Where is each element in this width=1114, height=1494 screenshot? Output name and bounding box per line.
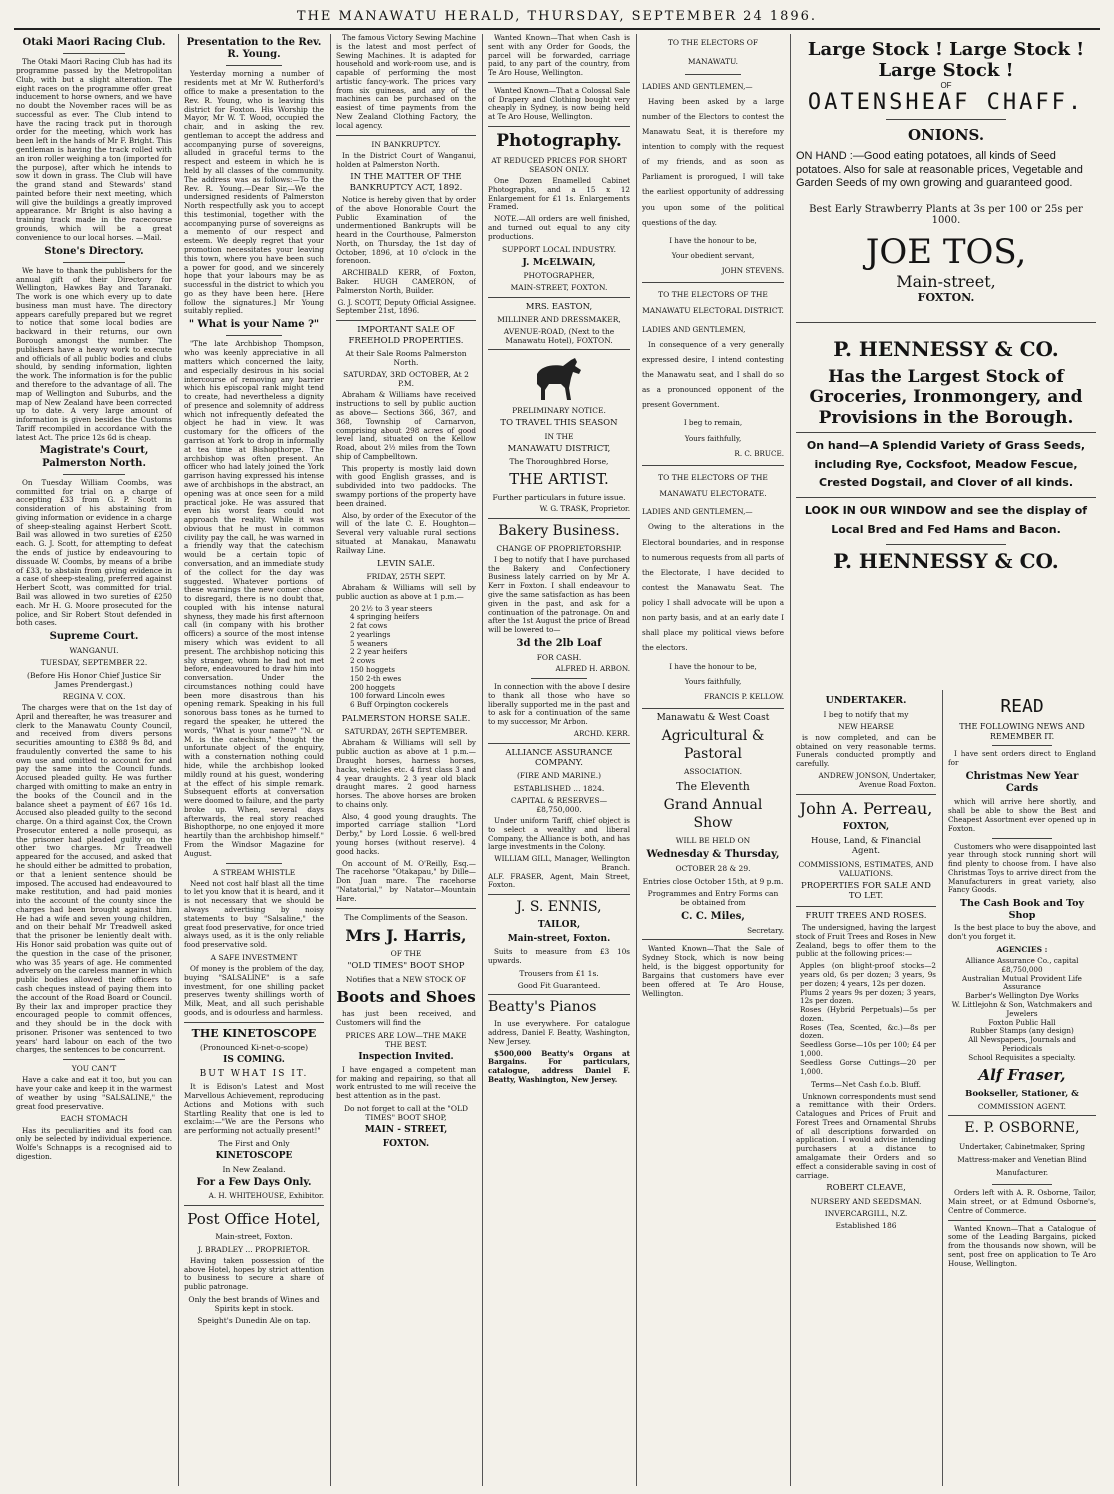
kinetoscope-first: The First and Only	[218, 1138, 290, 1148]
show-programmes: Programmes and Entry Forms can be obtained from	[647, 888, 779, 908]
show-secretary: C. C. Miles,	[681, 910, 745, 922]
kinetoscope-name: KINETOSCOPE	[215, 1151, 293, 1162]
photo-title: Photography.	[496, 131, 622, 152]
show-assoc: Manawatu & West Coast	[656, 712, 770, 723]
column-rule	[178, 34, 179, 1486]
ad-text: I have sent orders direct to England for	[948, 749, 1096, 768]
divider	[992, 838, 1051, 839]
elector-greet: LADIES AND GENTLEMEN,	[642, 324, 746, 334]
divider	[488, 126, 630, 127]
alliance-gill: WILLIAM GILL, Manager, Wellington Branch.	[494, 854, 630, 872]
list-item: Roses (Tea, Scented, &c.)—8s per dozen.	[800, 1022, 936, 1041]
price-list	[800, 962, 936, 1076]
column-rule	[330, 34, 331, 1486]
column-8	[948, 692, 1096, 1486]
elector-yours: Yours faithfully,	[684, 676, 742, 686]
kinetoscope-pron: (Pronounced Ki-net-o-scope)	[199, 1043, 309, 1053]
perreau-agent: House, Land, & Financial Agent.	[811, 836, 921, 857]
hennessy-seeds: On hand—A Splendid Variety of Grass Seeds, including Rye, Cocksfoot, Meadow Fescue, Crested Dogstail, and Clover of all kinds.	[806, 439, 1086, 490]
ad-text: Wanted Known—That when Cash is sent with any Order for Goods, the parcel will be forwarded, carriage paid, to any part of the country, from Te Aro House, Wellington.	[488, 34, 630, 78]
preliminary-notice: PRELIMINARY NOTICE.	[512, 406, 606, 416]
column-rule	[482, 34, 483, 1486]
column-rule	[942, 690, 943, 1486]
read-title: READ	[1000, 696, 1044, 717]
artist: THE ARTIST.	[509, 470, 609, 489]
sale-date: SATURDAY, 26TH SEPTEMBER.	[344, 727, 468, 737]
show-dates: OCTOBER 28 & 29.	[675, 864, 751, 874]
ennis-name: J. S. ENNIS,	[516, 899, 602, 916]
elector-yours: Yours faithfully,	[684, 433, 742, 443]
ad-text: is now completed, and can be obtained on very reasonable terms. Funerals conducted promptly and carefully.	[796, 732, 936, 769]
divider	[531, 678, 588, 679]
tos-street: Main-street,	[896, 271, 996, 291]
fruit-title: FRUIT TREES AND ROSES.	[805, 910, 927, 921]
divider	[796, 906, 936, 907]
sale-rooms: At their Sale Rooms Palmerston North.	[345, 348, 467, 368]
ad-text: Orders left with A. R. Osborne, Tailor, Main street, or at Edmund Osborne's, Centre of Commerce.	[948, 1188, 1096, 1215]
list-item: Foxton Public Hall	[988, 1017, 1056, 1027]
divider	[488, 82, 630, 83]
bakery-title: Bakery Business.	[498, 522, 620, 539]
article-title: " What is your Name ?"	[188, 319, 320, 331]
bakery-change: CHANGE OF PROPRIETORSHIP.	[496, 543, 622, 553]
divider	[226, 863, 282, 864]
fruit-nursery: NURSERY AND SEEDSMAN.	[810, 1196, 922, 1206]
list-item: 2 yearlings	[350, 629, 391, 639]
fruit-place: INVERCARGILL, N.Z.	[824, 1208, 908, 1218]
list-item: W. Littlejohn & Son, Watchmakers and Jewelers	[951, 999, 1093, 1018]
kinetoscope-exhibitor: A. H. WHITEHOUSE, Exhibitor.	[208, 1191, 324, 1201]
hennessy-has: Has the Largest Stock of Groceries, Ironmongery, and Provisions in the Borough.	[809, 366, 1083, 428]
list-item: 2 2 year heifers	[350, 647, 408, 657]
ennis-addr: Main-street, Foxton.	[507, 934, 611, 945]
ad-text: Suits to measure from £3 10s upwards.	[488, 947, 630, 966]
on-hand: ON HAND :—Good eating potatoes, all kinds of Seed potatoes. Also for sale at reasonable prices, Vegetable and Garden Seeds of my own growing and guaranteed good.	[796, 150, 1083, 189]
list-item: 2 fat cows	[350, 621, 388, 631]
easton-name: MRS. EASTON,	[525, 301, 593, 312]
osborne-name: E. P. OSBORNE,	[964, 1120, 1080, 1137]
stock-list	[350, 605, 476, 710]
ad-text: NOTE.—All orders are well finished, and turned out equal to any city productions.	[488, 214, 630, 241]
divider	[948, 1220, 1096, 1221]
divider	[63, 53, 125, 54]
alliance-fraser: ALF. FRASER, Agent, Main Street, Foxton.	[488, 871, 630, 890]
column-1	[16, 34, 172, 1486]
further: Further particulars in future issue.	[492, 492, 626, 502]
osborne-job: Undertaker, Cabinetmaker, Spring Mattress-maker and Venetian Blind Manufacturer.	[957, 1142, 1087, 1178]
large-stock: Large Stock ! Large Stock ! Large Stock !	[807, 39, 1085, 81]
list-item: 150 2-th ewes	[350, 673, 402, 683]
ad-text: The undersigned, having the largest stock of Fruit Trees and Roses in New Zealand, begs to offer them to the public at the following prices:—	[796, 923, 936, 959]
harris-prices: PRICES ARE LOW—THE MAKE THE BEST.	[345, 1030, 467, 1049]
show-assoc: ASSOCIATION.	[684, 767, 742, 777]
divider	[488, 743, 630, 744]
column-5	[642, 34, 784, 1486]
sale-title: PALMERSTON HORSE SALE.	[341, 713, 471, 724]
thoroughbred: The Thoroughbred Horse,	[509, 457, 609, 467]
divider	[488, 994, 630, 995]
district: MANAWATU DISTRICT,	[507, 443, 611, 454]
ennis-trousers: Trousers from £1 1s.	[519, 968, 599, 978]
notice-title: IN THE MATTER OF THE BANKRUPTCY ACT, 1892.	[349, 172, 463, 193]
elector-honour: I have the honour to be,	[669, 661, 757, 671]
divider	[336, 135, 476, 136]
ad-text: has just been received, and Customers will find the	[336, 1009, 476, 1027]
harris-boots: Boots and Shoes	[336, 987, 476, 1006]
elector-remain: I beg to remain,	[683, 418, 743, 428]
ad-text: Wanted Known—That the Sale of Sydney Stock, which is now being held, is the biggest opportunity for Bargains that customers have ever been offered at Te Aro House, Wellington.	[642, 944, 784, 999]
elector-sig: R. C. BRUCE.	[734, 448, 784, 458]
elector-servant: Your obedient servant,	[671, 250, 755, 260]
kinetoscope-what: BUT WHAT IS IT.	[199, 1069, 309, 1080]
list-item: Australian Mutual Provident Life Assurance	[962, 973, 1082, 992]
harris-inspection: Inspection Invited.	[358, 1051, 454, 1062]
hotel-wines: Only the best brands of Wines and Spirits kept in stock.	[188, 1294, 320, 1313]
court-date: TUESDAY, SEPTEMBER 22.	[40, 658, 148, 668]
sale-text: Also, by order of the Executor of the will of the late C. E. Houghton— Several very valuable rural sections situated at Manakau, Manawatu Railway Line.	[336, 510, 476, 555]
notice-text: In the District Court of Wanganui, holden at Palmerston North.	[336, 150, 476, 169]
divider	[992, 1184, 1051, 1185]
travel: TO TRAVEL THIS SEASON	[500, 418, 618, 429]
divider	[63, 1059, 125, 1060]
ad-title: YOU CAN'T	[71, 1064, 117, 1074]
divider	[226, 335, 282, 336]
list-item: Plums 2 years 9s per dozen; 3 years, 12s per dozen.	[800, 987, 936, 1006]
notice-text: Notice is hereby given that by order of the above Honorable Court the Public Examination of the undermentioned Bankrupts will be heard in the Courthouse, Palmerston North, on Thursday, the 1st day of October, 1896, at 10 o'clock in the forenoon.	[336, 195, 476, 266]
ad-text: Wanted Known—That a Colossal Sale of Drapery and Clothing bought very cheaply in Sydney, is now being held at Te Aro House, Wellington.	[488, 85, 630, 122]
hotel-name: Post Office Hotel,	[187, 1210, 321, 1229]
divider	[63, 474, 125, 475]
column-2	[184, 34, 324, 1486]
sale-text: Abraham & Williams will sell by public auction as above at 1 p.m.— Draught horses, harness horses, hacks, vehicles etc. 4 first class 3 and 4 year draughts. 2 3 year old black draught mares. 2 good harness horses. The above horses are broken to chains only.	[336, 738, 476, 809]
kinetoscope-days: For a Few Days Only.	[196, 1177, 312, 1189]
perreau-let: PROPERTIES FOR SALE AND TO LET.	[801, 881, 931, 902]
show-days: Wednesday & Thursday,	[646, 848, 780, 860]
divider	[642, 708, 784, 709]
alliance-est: ESTABLISHED ... 1824.	[513, 783, 605, 793]
notice-title: IN BANKRUPTCY.	[371, 139, 441, 149]
xmas-cards: Christmas New Year Cards	[965, 771, 1079, 795]
perreau-foxton: FOXTON,	[842, 822, 890, 833]
undertaker-hearse: NEW HEARSE	[838, 721, 894, 731]
harris-foxton: FOXTON.	[382, 1139, 430, 1150]
article-title: Magistrate's Court, Palmerston North.	[39, 445, 149, 469]
fraser-comm: COMMISSION AGENT.	[977, 1102, 1067, 1112]
list-item: Rubber Stamps (any design)	[970, 1026, 1074, 1036]
alf-fraser: Alf Fraser,	[978, 1066, 1066, 1085]
article-text: The charges were that on the 1st day of April and thereafter, he was treasurer and clerk to the Manawatu County Council, and received from divers persons securities amounting to £388 9s 8d, and fraudulently converted the same to his own use and omitted to account for and pay the same into the Council funds. Accused pleaded guilty. He was further charged with omitting to make an entry in the books of the Council and in the balance sheet a payment of £67 16s 1d. Accused also pleaded guilty to the second charge. On a third against Cox, the Crown Prosecutor entered a nolle prosequi, as the prisoner had pleaded guilty on the other two charges. Mr Treadwell appeared for the accused, and asked that he should either be admitted to probation, or that a lenient sentence should be imposed. The accused had endeavoured to make restitution, and had paid monies into the account of the county since the charges had been brought against him. He had a wife and seven young children, and on their behalf Mr Treadwell asked that the prisoner be leniently dealt with. His Honor said probation was quite out of the question in the case of the prisoner, who was 35 years of age. He commented adversely on the careless manner in which public bodies allowed their officers to cash cheques instead of paying them into the account of the Road Board or Council. By their lax and improper practice they encouraged people to commit offences, and they should be in the dock with prisoner. Prisoner was sentenced to two years' hard labour on each of the two charges, the sentences to be concurrent.	[16, 702, 172, 1055]
ad-text: I beg to notify that I have purchased the Bakery and Confectionery Business lately carried on by Mr A. Kerr in Foxton. I shall endeavour to give the same satisfaction as has been given in the past, and ask for a continuation of the patronage. On and after the 1st August the price of Bread will be lowered to—	[488, 554, 630, 635]
sale-date: SATURDAY, 3RD OCTOBER, At 2 P.M.	[343, 370, 469, 389]
easton-job: MILLINER AND DRESSMAKER,	[497, 314, 621, 324]
divider	[796, 432, 1096, 433]
ad-title: A STREAM WHISTLE	[212, 867, 296, 877]
list-item: 20 2½ to 3 year steers	[350, 603, 433, 613]
show-held: WILL BE HELD ON	[675, 836, 751, 846]
harris-notifies: Notifies that a NEW STOCK OF	[345, 974, 467, 984]
joe-tos: JOE TOS,	[865, 231, 1027, 272]
notice-date: September 21st, 1896.	[336, 306, 420, 316]
photo-support: SUPPORT LOCAL INDUSTRY.	[501, 244, 617, 254]
divider	[796, 497, 1096, 498]
ad-text: Need not cost half blast all the time to let you know that it is heard, and it is not necessary that we should be always advertising by noisy statements to buy "Salsaline," the great food preservative, for once tried always used, as it is the only reliable food preservative sold.	[184, 878, 324, 950]
strawberry: Best Early Strawberry Plants at 3s per 100 or 25s per 1000.	[809, 203, 1083, 226]
show-grand: Grand Annual Show	[663, 797, 763, 831]
divider	[796, 322, 1096, 323]
show-assoc: Agricultural & Pastoral	[661, 728, 765, 762]
photo-addr: MAIN-STREET, FOXTON.	[510, 283, 608, 293]
show-eleventh: The Eleventh	[676, 779, 750, 793]
kerr-sig: ARCHD. KERR.	[573, 728, 630, 738]
fruit-terms: Terms—Net Cash f.o.b. Bluff.	[811, 1080, 921, 1090]
onions: ONIONS.	[907, 126, 985, 145]
fruit-est: Established 186	[835, 1220, 897, 1230]
hennessy: P. HENNESSY & CO.	[833, 548, 1059, 573]
undertaker-title: UNDERTAKER.	[825, 695, 907, 706]
harris-shop: "OLD TIMES" BOOT SHOP	[347, 961, 465, 972]
column-7	[796, 692, 936, 1486]
wide-ad-block	[796, 40, 1096, 690]
bakery-loaf: 3d the 2lb Loaf	[516, 637, 602, 649]
undertaker-beg: I beg to notify that my	[823, 709, 909, 719]
divider	[488, 297, 630, 298]
list-item: All Newspapers, Journals and Periodicals	[968, 1035, 1076, 1053]
agencies-list	[948, 957, 1096, 1062]
sale-title: LEVIN SALE.	[377, 558, 435, 569]
chaff: OATENSHEAF CHAFF.	[807, 90, 1085, 116]
ennis-fit: Good Fit Guaranteed.	[517, 980, 601, 990]
list-item: 6 Buff Orpington cockerels	[350, 700, 449, 710]
elector-greet: LADIES AND GENTLEMEN,—	[642, 507, 753, 517]
divider	[886, 544, 1006, 545]
photo-job: PHOTOGRAPHER,	[523, 271, 595, 281]
column-4	[488, 34, 630, 1486]
divider	[642, 939, 784, 940]
perreau-name: John A. Perreau,	[799, 798, 933, 818]
hennessy-window: LOOK IN OUR WINDOW and see the display of Local Bred and Fed Hams and Bacon.	[804, 504, 1088, 536]
stock-of: OF	[940, 81, 952, 91]
divider	[488, 518, 630, 519]
sale-text: Abraham & Williams will sell by public auction as above at 1 p.m.—	[336, 583, 476, 601]
alliance-sub: (FIRE AND MARINE.)	[516, 771, 602, 781]
divider	[488, 349, 630, 350]
ad-title: EACH STOMACH	[60, 1114, 128, 1124]
hennessy: P. HENNESSY & CO.	[833, 336, 1059, 361]
notice-signature: G. J. SCOTT, Deputy Official Assignee.	[337, 297, 476, 307]
trask: W. G. TRASK, Proprietor.	[539, 503, 630, 513]
elector-sig: FRANCIS P. KELLOW.	[704, 691, 784, 701]
harris-of: OF THE	[390, 949, 422, 959]
hotel-proprietor: J. BRADLEY ... PROPRIETOR.	[197, 1244, 311, 1254]
masthead: THE MANAWATU HERALD, THURSDAY, SEPTEMBER 24 1896.	[14, 6, 1100, 30]
elector-text: Having been asked by a large number of the Electors to contest the Manawatu Seat, it is therefore my intention to comply with the request of my friends, and as soon as Parliament is prorogued, I will take the earliest opportunity of addressing you upon some of the political questions of the day.	[642, 96, 784, 227]
divider	[886, 119, 1006, 120]
article-title: Supreme Court.	[49, 631, 139, 643]
elector-to: TO THE ELECTORS OF THE MANAWATU ELECTORATE.	[658, 472, 768, 498]
list-item: 100 forward Lincoln ewes	[350, 691, 445, 701]
ad-text: In connection with the above I desire to thank all those who have so liberally supported me in the past and to ask for a continuation of the same to my successor, Mr Arbon.	[488, 682, 630, 727]
ad-text: I have engaged a competent man for making and repairing, so that all work entrusted to me will receive the best attention as in the past.	[336, 1064, 476, 1101]
show-secretary-title: Secretary.	[747, 926, 784, 936]
list-item: 150 hoggets	[350, 665, 395, 675]
photo-name: J. McELWAIN,	[522, 256, 596, 268]
divider	[336, 320, 476, 321]
ad-text: which will arrive here shortly, and shall be able to show the Best and Cheapest Assortment ever opened up in Foxton.	[948, 797, 1096, 833]
ad-text: Under uniform Tariff, chief object is to select a wealthy and liberal Company, the Alliance is both, and has large investments in the Colony.	[488, 815, 630, 852]
list-item: Alliance Assurance Co., capital £8,750,000	[965, 956, 1079, 974]
ad-text: $500,000 Beatty's Organs at Bargains. For particulars, catalogue, address Daniel F. Beatty, Washington, New Jersey.	[488, 1048, 630, 1084]
alliance-title: ALLIANCE ASSURANCE COMPANY.	[505, 747, 613, 769]
elector-sig: JOHN STEVENS.	[721, 266, 784, 275]
bakery-cash: FOR CASH.	[536, 653, 582, 663]
in-the: IN THE	[544, 431, 574, 441]
kinetoscope-title: THE KINETOSCOPE	[191, 1026, 317, 1040]
article-title: Presentation to the Rev. R. Young.	[186, 37, 322, 61]
column-rule	[790, 34, 791, 1486]
elector-to: TO THE ELECTORS OF	[667, 38, 759, 47]
fruit-sig: ROBERT CLEAVE,	[826, 1183, 906, 1194]
article-text: We have to thank the publishers for the annual gift of their Directory for Wellington, Hawkes Bay and Taranaki. The work is one which every up to date business man must have. The directory appears carefully prepared but we regret to notice that some local bodies are backward in their returns, our own Borough amongst the number. The publishers have a heavy work to execute and officials of all public bodies and clubs should, by sending information, lighten the work. The information is for the public and therefore to the advantage of all. The map of Wellington and Suburbs, and the map of New Zealand have been corrected up to date. A very large amount of information is given besides the Customs Tariff recompiled in accordance with the latest Act. The price 12s 6d is cheap.	[16, 265, 172, 442]
divider	[948, 1115, 1096, 1116]
ad-title: A SAFE INVESTMENT	[210, 952, 298, 962]
divider	[642, 465, 784, 466]
divider	[685, 74, 742, 75]
ad-text: Of money is the problem of the day, buying "SALSALINE" is a safe investment, for one shilling packet preserves twenty shillings worth of Milk, Meat, and all such perishable goods, and is odourless and harmless.	[184, 964, 324, 1017]
article-title: Otaki Maori Racing Club.	[22, 37, 166, 48]
hotel-ale: Speight's Dunedin Ale on tap.	[197, 1316, 311, 1326]
beatty-title: Beatty's Pianos	[488, 999, 597, 1016]
divider	[642, 282, 784, 283]
list-item: 200 hoggets	[350, 682, 395, 692]
list-item: 2 cows	[350, 656, 376, 666]
list-item: 4 springing heifers	[350, 612, 420, 622]
bakery-sig: ALFRED H. ARBON.	[555, 664, 630, 674]
ad-text: Customers who were disappointed last year through stock running short will find plenty to choose from. I have also Christmas Toys to arrive direct from the Manufacturers in great variety, also Fancy Goods.	[948, 841, 1096, 895]
elector-text: In consequence of a very generally expressed desire, I intend contesting the Manawatu seat, and I shall do so as a pronounced opponent of the present Government.	[642, 339, 784, 410]
divider	[992, 745, 1051, 746]
court-judge: (Before His Honor Chief Justice Sir James Prendergast.)	[27, 670, 161, 689]
ad-text: Is the best place to buy the above, and don't you forget it.	[948, 923, 1096, 942]
sale-text: Abraham & Williams have received instructions to sell by public auction as above— Sections 366, 367, and 368, Township of Carnarvon, comprising about 298 acres of good level land, situated on the Kellow Road, about 2½ miles from the Town ship of Campbelltown.	[336, 390, 476, 461]
list-item: Apples (on blight-proof stocks—2 years old, 6s per dozen; 3 years, 9s per dozen; 4 years, 12s per dozen.	[800, 961, 936, 988]
photo-reduced: AT REDUCED PRICES FOR SHORT SEASON ONLY.	[491, 155, 627, 174]
cash-shop: The Cash Book and Toy Shop	[959, 898, 1085, 921]
alliance-capital: CAPITAL & RESERVES— £8,750,000.	[510, 795, 608, 814]
divider	[796, 794, 936, 795]
ad-text: Having taken possession of the above Hotel, hopes by strict attention to business to secure a share of public patronage.	[184, 1255, 324, 1292]
sale-text: On account of M. O'Reilly, Esq.— The racehorse "Otakapau," by Dille—Don Juan mare. The racehorse "Natatorial," by Natator—Mountain Hare.	[336, 858, 476, 903]
harris-main: MAIN - STREET,	[364, 1125, 448, 1136]
sale-date: FRIDAY, 25TH SEPT.	[366, 571, 446, 581]
agencies-title: AGENCIES :	[996, 944, 1048, 954]
list-item: Seedless Gorse—10s per 100; £4 per 1,000.	[800, 1040, 936, 1059]
ad-text: It is Edison's Latest and Most Marvellous Achievement, reproducing Actions and Motions with such Startling Reality that one is led to exclaim:—"We are the Persons who are performing not actually present!"	[184, 1082, 324, 1136]
ad-text: Unknown correspondents must send a remittance with their Orders. Catalogues and Prices of Fruit and Forest Trees and Ornamental Shrubs of all descriptions forwarded on application. I would advise intending purchasers at a distance to amalgamate their Orders and so effect a considerable saving in cost of carriage.	[796, 1091, 936, 1180]
list-item: Roses (Hybrid Perpetuals)—5s per dozen.	[800, 1005, 936, 1023]
article-text: "The late Archbishop Thompson, who was keenly appreciative in all matters which concerned the laity, and especially desirous in his social intercourse of removing any barrier which his episcopal rank might tend to create, had nevertheless a dignity of presence and solemnity of address which not infrequently defeated the object he had in view. It was customary for the officers of the garrison at York to drop in informally at tea time at Bishopthorpe. The archbishop was often present. An officer who had lately joined the York garrison having expressed his intense awe of archbishops in the abstract, an opening was at once seen for a mild practical joke. He was assured that even his worst fears could not approach the reality. While it was obvious that he must in common civility pay the call, he was warned in a friendly way that the catechism would be a certain topic of conversation, and an immediate study of the collect for the day was suggested. Whatever portions of these warnings the new comer chose to disregard, there is no doubt that, coupled with his intense natural shyness, they made his first afternoon call (in company with his brother officers) a source of the most intense misery which was evident to all present. The archbishop noticing this shy stranger, whom he had not met before, endeavoured to draw him into conversation. Under the circumstances nothing could have been more disastrous than his opening remark. Speaking in his full sonorous bass tones as he turned to regard the speaker, he uttered the words, "What is your name?" "N. or M. is the catechism," thought the unfortunate object of the enquiry, with a consternation nothing could hide, while the archbishop looked mildly round at his guest, wondering at the effect of his simple remark. Subsequent efforts at conversation were doomed to failure, and the party broke up. When, several days afterwards, the real story reached Bishopthorpe, no one enjoyed it more heartily than the archbishop himself." From the Windsor Magazine for August.	[184, 339, 324, 858]
hotel-street: Main-street, Foxton.	[215, 1232, 293, 1242]
ad-text: In use everywhere. For catalogue address, Daniel F. Beatty, Washington, New Jersey.	[488, 1019, 630, 1046]
kinetoscope-nz: In New Zealand.	[222, 1165, 286, 1175]
divider	[184, 1205, 324, 1206]
article-title: Stone's Directory.	[44, 245, 144, 257]
harris-forget: Do not forget to call at the "OLD TIMES" BOOT SHOP,	[343, 1104, 469, 1123]
ad-text: Has its peculiarities and its food can only be selected by individual experience. Wolfe's Schnapps is a recognised aid to digestion.	[16, 1125, 172, 1161]
column-rule	[636, 34, 637, 1486]
elector-text: Owing to the alterations in the Electoral boundaries, and in response to numerous requests from all parts of the Electorate, I have decided to contest the Manawatu Seat. The policy I shall advocate will be upon a non party basis, and at an early date I shall place my political views before the electors.	[642, 522, 784, 653]
notice-names: ARCHIBALD KERR, of Foxton, Baker. HUGH CAMERON, of Palmerston North, Builder.	[336, 268, 476, 295]
article-text: Yesterday morning a number of residents met at Mr W. Rutherford's office to make a presentation to the Rev. R. Young, who is leaving this district for Foxton. His Worship the Mayor, Mr W. T. Wood, occupied the chair, and in asking the rev. gentleman to accept the address and accompanying purse of sovereigns, alluded in graceful terms to the respect and esteem in which he is held by all classes of the community. The address was as follows:—To the Rev. R. Young.—Dear Sir,—We the undersigned residents of Palmerston North respectfully ask you to accept this testimonial, together with the accompanying purse of sovereigns as a memento of our respect and esteem. We deeply regret that your promotion necessitates your leaving this town, where you have been such a power for good, and we sincerely hope that your labours may be as successful in the district to which you go as they have been here. [Here follow the signatures.] Mr Young suitably replied.	[184, 69, 324, 316]
ad-text: Wanted Known—That a Catalogue of some of the Leading Bargains, picked from the thousands now shown, will be sent, post free on application to Te Aro House, Wellington.	[948, 1223, 1096, 1268]
list-item: 5 weaners	[350, 638, 388, 648]
elector-greet: LADIES AND GENTLEMEN,—	[642, 81, 753, 91]
undertaker-sig: ANDREW JONSON, Undertaker, Avenue Road Foxton.	[818, 770, 936, 789]
divider	[226, 65, 282, 66]
easton-addr: AVENUE-ROAD, (Next to the Manawatu Hotel), FOXTON.	[503, 327, 615, 346]
divider	[336, 908, 476, 909]
sale-text: This property is mostly laid down with good English grasses, and is subdivided into two paddocks. The swampy portions of the property have been drained.	[336, 463, 476, 508]
fraser-job: Bookseller, Stationer, &	[965, 1088, 1079, 1099]
ennis-job: TAILOR,	[537, 920, 581, 931]
compliments: The Compliments of the Season.	[344, 912, 468, 922]
elector-to: TO THE ELECTORS OF THE MANAWATU ELECTORAL DISTRICT.	[642, 290, 784, 315]
court-case: REGINA V. COX.	[62, 691, 126, 701]
kinetoscope-coming: IS COMING.	[223, 1055, 285, 1066]
harris-name: Mrs J. Harris,	[345, 925, 467, 945]
sale-title: IMPORTANT SALE OF FREEHOLD PROPERTIES.	[348, 325, 464, 346]
article-text: The Otaki Maori Racing Club has had its programme passed by the Metropolitan Club, with but a slight alteration. The eight races on the programme offer great inducement to horse owners, and we have no doubt the November races will be as successful as ever. The Club intend to have the racing track put in thorough order for the meeting, which work has been left in the hands of Mr F. Bright. This gentleman is having the track rolled with an iron roller weighing a ton (imported for the purpose), after which he intends to sow it down in grass. The Club will have the grand stand and Stewards' stand painted before their next meeting, which will give the buildings a greatly improved appearance. Mr Bright is also having a training track made in the racecourse grounds, which will be a great convenience to our local horses. —Mail.	[16, 57, 172, 242]
horse-icon	[529, 354, 589, 402]
court-place: WANGANUI.	[69, 646, 119, 656]
elector-honour: I have the honour to be,	[669, 235, 757, 245]
elector-place: MANAWATU.	[687, 56, 739, 66]
perreau-comm: COMMISSIONS, ESTIMATES, AND VALUATIONS.	[798, 859, 934, 878]
ad-text: Have a cake and eat it too, but you can have your cake and keep it in the warmest of weather by using "SALSALINE," the great food preservative.	[16, 1075, 172, 1111]
list-item: Barber's Wellington Dye Works	[965, 991, 1079, 1001]
read-follow: THE FOLLOWING NEWS AND REMEMBER IT.	[959, 721, 1085, 741]
column-3	[336, 34, 476, 1486]
list-item: Seedless Gorse Cuttings—20 per 1,000.	[800, 1057, 936, 1076]
divider	[184, 1022, 324, 1023]
list-item: School Requisites a specialty.	[968, 1052, 1076, 1062]
divider	[63, 262, 125, 263]
ad-text: The famous Victory Sewing Machine is the latest and most perfect of Sewing Machines. It is adapted for household and work-room use, and is capable of performing the most artistic fancy-work. The prices vary from six guineas, and any of the machines can be purchased on the easiest of time payments from the New Zealand Clothing Factory, the local agency.	[336, 34, 476, 130]
article-text: On Tuesday William Coombs, was committed for trial on a charge of accepting £33 from G. P. Scott in consideration of his abstaining from giving information or evidence in a charge of sheep-stealing against Herbert Scott. Bail was allowed in two sureties of £250 each. G. J. Scott, for attempting to defeat the ends of justice by endeavouring to dissuade W. Coombs, by means of a bribe of £33, to abstain from giving evidence in a case of sheep-stealing, preferred against Herbert Scott, was committed for trial. Bail was allowed in two sureties of £250 each. Mr H. G. Moore prosecuted for the police, and Sir Robert Stout defended in both cases.	[16, 477, 172, 628]
divider	[488, 894, 630, 895]
sale-text: Also, 4 good young draughts. The imported carriage stallion "Lord Derby," by Lord Lossie. 6 well-bred young horses (without reserve). 4 good hacks.	[336, 811, 476, 856]
tos-town: FOXTON.	[917, 290, 975, 304]
ad-text: One Dozen Enamelled Cabinet Photographs, and a 15 x 12 Enlargement for £1 1s. Enlargements Framed.	[488, 176, 630, 212]
show-entries: Entries close October 15th, at 9 p.m.	[642, 876, 784, 886]
